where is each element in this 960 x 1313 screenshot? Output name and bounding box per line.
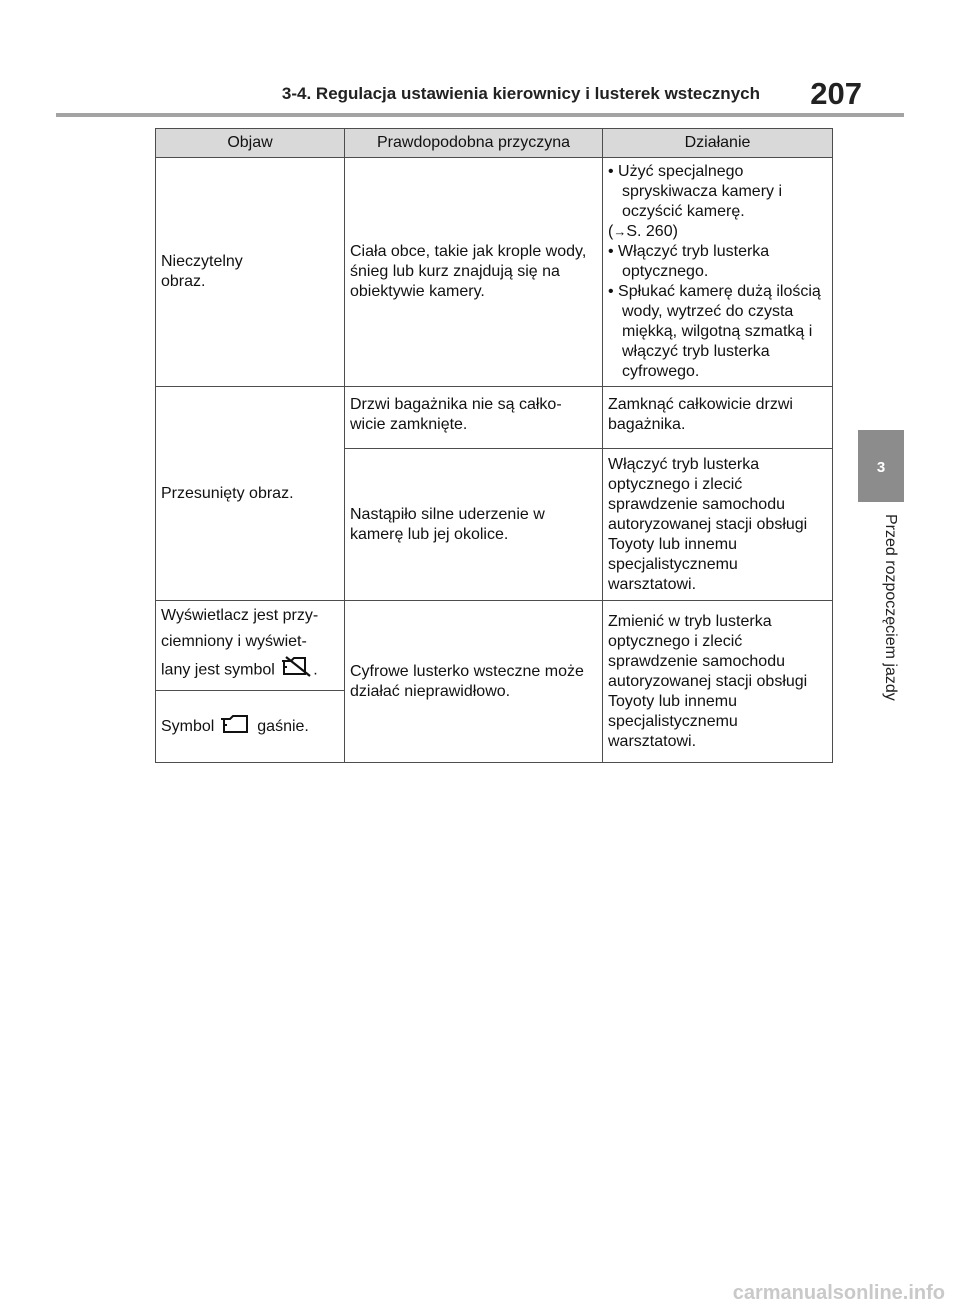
column-header-action: Działanie <box>603 129 833 158</box>
camera-outline-icon <box>219 713 253 741</box>
action-bullet: • Włączyć tryb lusterka optycznego. <box>608 243 770 280</box>
arrow-right-icon: → <box>613 224 627 239</box>
cause-cell: Cyfrowe lusterko wsteczne może działać nieprawidłowo. <box>345 601 603 763</box>
section-title: 3-4. Regulacja ustawienia kierownicy i lusterek wstecznych <box>281 84 760 103</box>
cause-cell: Nastąpiło silne uderzenie w kamerę lub jej okolice. <box>345 449 603 601</box>
cause-cell: Ciała obce, takie jak krople wody, śnieg lub kurz znajdują się na obiektywie kamery. <box>345 158 603 387</box>
table-row <box>156 601 833 691</box>
symptom-cell: Przesunięty obraz. <box>156 387 345 601</box>
table-row <box>156 387 833 449</box>
action-cell: Zmienić w tryb lusterka optycznego i zlecić sprawdzenie samochodu autoryzowanej stacji obsługi Toyoty lub innemu specjalistycznemu warsztatowi. <box>603 601 833 763</box>
action-text: • Użyć specjalnego spryskiwacza kamery i oczyścić kamerę. <box>608 163 783 220</box>
cause-cell: Drzwi bagażnika nie są całko-wicie zamknięte. <box>345 387 603 449</box>
watermark: carmanualsonline.info <box>732 1282 945 1304</box>
chapter-tab: 3 <box>858 430 904 502</box>
symptom-cell: Wyświetlacz jest przy- ciemniony i wyświet- lany jest symbol . <box>156 601 345 691</box>
column-header-cause: Prawdopodobna przyczyna <box>345 129 603 158</box>
action-cell: Włączyć tryb lusterka optycznego i zlecić sprawdzenie samochodu autoryzowanej stacji obsługi Toyoty lub innemu specjalistycznemu warsztatowi. <box>603 449 833 601</box>
page-reference: (→S. 260) <box>608 223 678 240</box>
page-number: 207 <box>810 76 862 111</box>
action-cell: Zamknąć całkowicie drzwi bagażnika. <box>603 387 833 449</box>
symptom-cell: Symbol gaśnie. <box>156 691 345 763</box>
header-divider <box>56 113 904 117</box>
column-header-symptom: Objaw <box>156 129 345 158</box>
chapter-label: Przed rozpoczęciem jazdy <box>882 514 899 701</box>
table-row <box>156 158 833 387</box>
troubleshooting-table <box>155 128 833 763</box>
camera-warning-icon <box>279 655 313 686</box>
action-cell <box>603 158 833 387</box>
table-header-row <box>156 129 833 158</box>
action-bullet: • Spłukać kamerę dużą ilością wody, wytrzeć do czysta miękką, wilgotną szmatką i włączyć tryb lusterka cyfrowego. <box>608 283 821 380</box>
action-bullet <box>608 162 827 242</box>
symptom-cell: Nieczytelny obraz. <box>156 158 345 387</box>
